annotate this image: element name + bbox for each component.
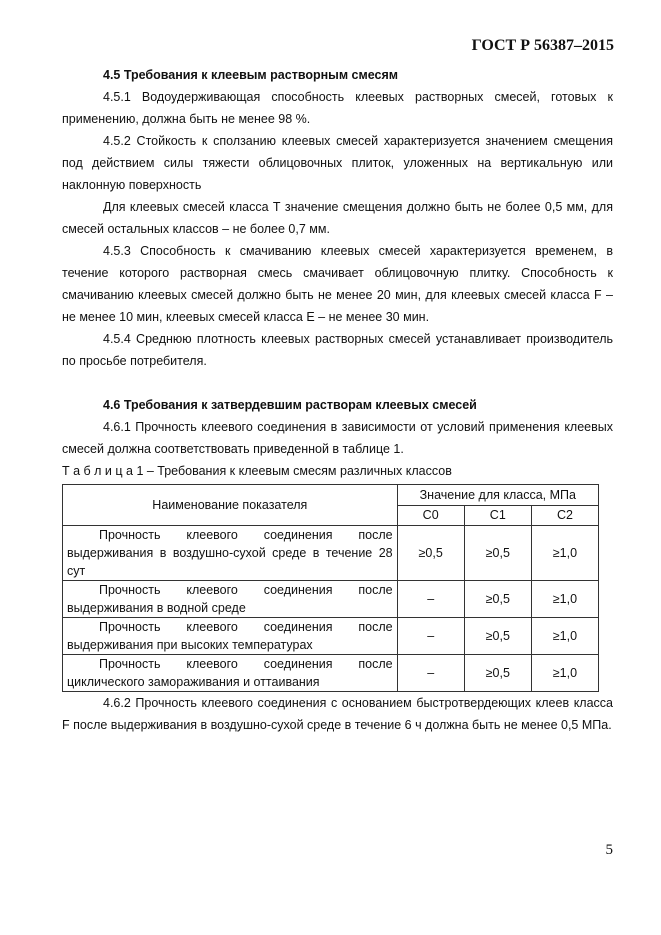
table-cell-value: ≥1,0 [531, 526, 598, 581]
paragraph-4-5-4: 4.5.4 Среднюю плотность клеевых растворных смесей устанавливает производитель по просьбе потребителя. [62, 332, 613, 368]
table-header-class: С2 [531, 505, 598, 526]
table-cell-name: Прочность клеевого соединения после выдерживания при высоких температурах [63, 618, 398, 655]
table-cell-value: ≥0,5 [464, 526, 531, 581]
page-content [62, 64, 613, 736]
table-row [63, 655, 599, 692]
table-cell-value: – [397, 581, 464, 618]
table-cell-value: ≥1,0 [531, 618, 598, 655]
table-row [63, 526, 599, 581]
paragraph-4-6-1: 4.6.1 Прочность клеевого соединения в зависимости от условий применения клеевых смесей должна соответствовать приведенной в таблице 1. [62, 420, 613, 456]
table-row [63, 618, 599, 655]
table-cell-value: ≥0,5 [464, 655, 531, 692]
page-number: 5 [605, 842, 613, 858]
table-header-class: С0 [397, 505, 464, 526]
paragraph-4-5-3: 4.5.3 Способность к смачиванию клеевых смесей характеризуется временем, в течение которого растворная смесь смачивает облицовочную плитку. Способность к смачиванию клеевых смесей должно быть не менее 20 мин, для клеевых смесей класса F – не менее 10 мин, клеевых смесей класса Е – не менее 30 мин. [62, 244, 613, 324]
table-header-class: С1 [464, 505, 531, 526]
table-cell-name: Прочность клеевого соединения после циклического замораживания и оттаивания [63, 655, 398, 692]
table-cell-value: ≥0,5 [397, 526, 464, 581]
table-cell-name: Прочность клеевого соединения после выдерживания в водной среде [63, 581, 398, 618]
table-cell-value: ≥0,5 [464, 581, 531, 618]
table-cell-value: ≥1,0 [531, 655, 598, 692]
table-cell-value: – [397, 655, 464, 692]
table-header-name: Наименование показателя [63, 485, 398, 526]
document-id: ГОСТ Р 56387–2015 [471, 37, 614, 54]
paragraph-4-5-2-cont: Для клеевых смесей класса Т значение смещения должно быть не более 0,5 мм, для смесей остальных классов – не более 0,7 мм. [62, 200, 613, 236]
table-row [63, 581, 599, 618]
table-header-group: Значение для класса, МПа [397, 485, 598, 506]
table-cell-name: Прочность клеевого соединения после выдерживания в воздушно-сухой среде в течение 28 сут [63, 526, 398, 581]
table-cell-value: ≥1,0 [531, 581, 598, 618]
table-cell-value: ≥0,5 [464, 618, 531, 655]
section-4-6-title: 4.6 Требования к затвердевшим растворам клеевых смесей [103, 398, 477, 412]
paragraph-4-5-1: 4.5.1 Водоудерживающая способность клеевых растворных смесей, готовых к применению, должна быть не менее 98 %. [62, 90, 613, 126]
section-4-5-title: 4.5 Требования к клеевым растворным смесям [103, 68, 399, 82]
requirements-table [62, 484, 599, 692]
table-cell-value: – [397, 618, 464, 655]
table-caption: Т а б л и ц а 1 – Требования к клеевым смесям различных классов [62, 464, 452, 478]
paragraph-4-6-2: 4.6.2 Прочность клеевого соединения с основанием быстротвердеющих клеев класса F после выдерживания в воздушно-сухой среде в течение 6 ч должна быть не менее 0,5 МПа. [62, 696, 613, 732]
paragraph-4-5-2: 4.5.2 Стойкость к сползанию клеевых смесей характеризуется значением смещения под действием силы тяжести облицовочных плиток, уложенных на вертикальную или наклонную поверхность [62, 134, 613, 192]
